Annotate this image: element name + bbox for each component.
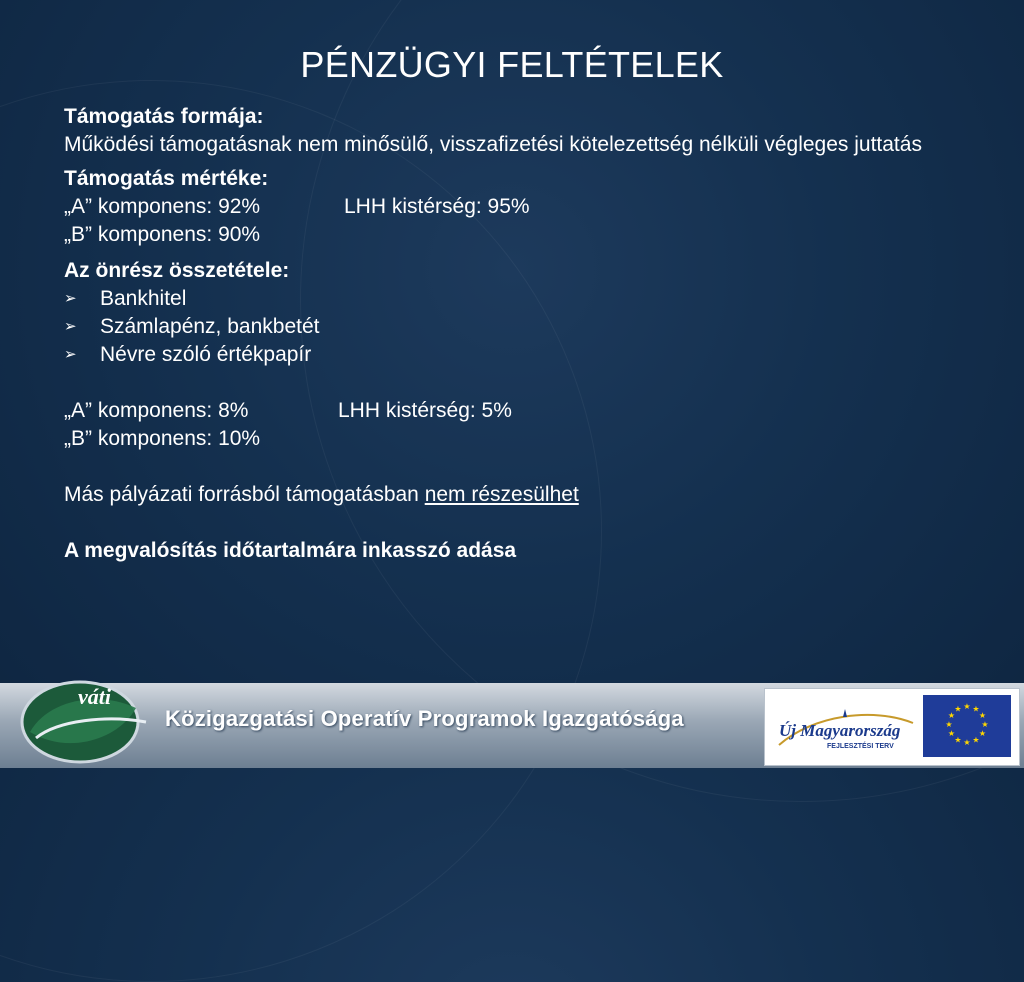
svg-text:★: ★ — [945, 720, 953, 729]
partner-logo-text: Új Magyarország — [779, 721, 901, 740]
list-item-label: Bankhitel — [100, 287, 187, 310]
onresz-b: „B” komponens: 10% — [64, 427, 261, 450]
arrow-bullet-icon: ➢ — [64, 318, 77, 335]
arrow-bullet-icon: ➢ — [64, 290, 77, 307]
uj-magyarorszag-logo — [773, 695, 917, 757]
org-name: Közigazgatási Operatív Programok Igazgatósága — [165, 706, 684, 731]
vati-logo-icon — [18, 660, 168, 768]
svg-text:★: ★ — [963, 738, 971, 747]
svg-text:★: ★ — [981, 720, 989, 729]
svg-text:★: ★ — [954, 735, 962, 745]
svg-text:★: ★ — [947, 729, 956, 738]
inkasszo-text: A megvalósítás időtartalmára inkasszó adása — [64, 539, 517, 562]
onresz-lhh: LHH kistérség: 5% — [338, 399, 512, 422]
partner-logo-sub: FEJLESZTÉSI TERV — [827, 743, 894, 750]
partner-logos — [764, 688, 1020, 766]
eu-flag-icon — [923, 695, 1011, 757]
list-item — [64, 341, 964, 369]
onresz-a: „A” komponens: 8% — [64, 399, 249, 422]
mas-underline: nem részesülhet — [424, 483, 579, 506]
list-item — [64, 313, 964, 341]
mas-row — [64, 481, 964, 509]
mertek-lhh: LHH kistérség: 95% — [344, 195, 530, 218]
forma-heading: Támogatás formája: — [64, 105, 264, 128]
svg-text:★: ★ — [963, 702, 971, 711]
mas-text: Más pályázati forrásból támogatásban — [64, 483, 419, 506]
vati-logo — [18, 660, 168, 768]
onresz-heading: Az önrész összetétele: — [64, 259, 290, 282]
vati-logo-text: váti — [78, 684, 111, 709]
list-item-label: Névre szóló értékpapír — [100, 343, 312, 366]
slide-content — [64, 103, 964, 565]
mertek-b: „B” komponens: 90% — [64, 223, 261, 246]
arrow-bullet-icon: ➢ — [64, 346, 77, 363]
mertek-a: „A” komponens: 92% — [64, 195, 261, 218]
list-item — [64, 285, 964, 313]
page-title: PÉNZÜGYI FELTÉTELEK — [300, 44, 724, 85]
mertek-a-row — [64, 193, 964, 221]
svg-text:★: ★ — [972, 704, 980, 714]
svg-text:★: ★ — [978, 711, 987, 720]
list-item-label: Számlapénz, bankbetét — [100, 315, 320, 338]
svg-text:★: ★ — [972, 735, 980, 745]
mertek-heading: Támogatás mértéke: — [64, 167, 269, 190]
svg-text:★: ★ — [978, 729, 987, 738]
forma-text: Működési támogatásnak nem minősülő, visszafizetési kötelezettség nélküli végleges juttatás — [64, 133, 922, 156]
onresz-a-row — [64, 397, 964, 425]
svg-text:★: ★ — [947, 711, 956, 720]
eu-stars-icon — [923, 695, 1011, 757]
svg-text:★: ★ — [954, 704, 962, 714]
